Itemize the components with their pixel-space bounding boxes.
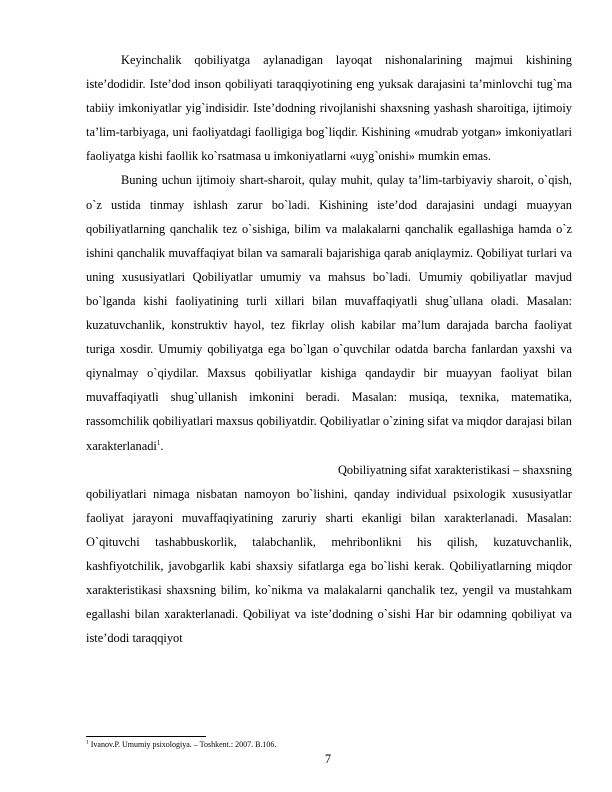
paragraph-quality-lead: Qobiliyatning sifat xarakteristikasi – shaxsning [337, 462, 572, 477]
paragraph-quality-characteristics [86, 458, 572, 651]
footnote-text: Ivanov.P. Umumiy psixologiya. – Toshkent.: 2007. B.106. [88, 740, 277, 749]
page-number: 7 [324, 752, 332, 766]
paragraph-talent-definition: Keyinchalik qobiliyatga aylanadigan layoqat nishonalarining majmui kishining iste’dodidir. Iste’dod inson qobiliyati taraqqiyotining eng yuksak darajasini ta’minlovchi tug`ma tabiiy imkoniyatlar yig`indisidir. Iste’dodning rivojlanishi shaxsning yashash sharoitiga, ijtimoiy ta’lim-tarbiyaga, uni faoliyatdagi faolligiga bog`liqdir. Kishining «mudrab yotgan» imkoniyatlari faoliyatga kishi faollik ko`rsatmasa u imkoniyatlarni «uyg`onishi» mumkin emas. [86, 53, 572, 164]
footnote-marker: 1 [86, 739, 89, 746]
footnote-reference: 1 [156, 438, 161, 447]
paragraph-ability-types-text: Buning uchun ijtimoiy shart-sharoit, qulay muhit, qulay ta’lim-tarbiyaviy sharoit, o`qish, o`z ustida tinmay ishlash zarur bo`ladi. Kishining iste’dod darajasini undagi muayyan qobiliyatlarning qanchalik tez o`sishiga, bilim va malakalarni qanchalik egallashiga hamda o`z ishini qanchalik muvaffaqiyat bilan va samarali bajarishiga qarab aniqlaymiz. Qobiliyat turlari va uning xususiyatlari Qobiliyatlar umumiy va mahsus bo`ladi. Umumiy qobiliyatlar mavjud bo`lganda kishi faoliyatining turli xillari bilan muvaffaqiyatli shug`ullana oladi. Masalan: kuzatuvchanlik, konstruktiv hayol, tez fikrlay olish kabilar ma’lum darajada barcha faoliyat turiga xosdir. Umumiy qobiliyatga ega bo`lgan o`quvchilar odatda barcha fanlardan yaxshi va qiynalmay o`qiydilar. Maxsus qobiliyatlar kishiga qandaydir bir muayyan faoliyat bilan muvaffaqiyatli shug`ullanish imkonini beradi. Masalan: musiqa, texnika, matematika, rassomchilik qobiliyatlari maxsus qobiliyatdir. Qobiliyatlar o`zining sifat va miqdor darajasi bilan xarakterlanadi [86, 173, 572, 453]
paragraph-quality-text: qobiliyatlari nimaga nisbatan namoyon bo`lishini, qanday individual psixologik xususiyatlar faoliyat jarayoni muvaffaqiyatining zaruriy sharti ekanligi bilan xarakterlanadi. Masalan: O`qituvchi tashabbuskorlik, talabchanlik, mehribonlikni his qilish, kuzatuvchanlik, kashfiyotchilik, javobgarlik kabi shaxsiy sifatlarga ega bo`lishi kerak. Qobiliyatlarning miqdor xarakteristikasi shaxsning bilim, ko`nikma va malakalarni qanchalik tez, yengil va mustahkam egallashi bilan xarakterlanadi. Qobiliyat va iste’dodning o`sishi Har bir odamning qobiliyat va iste’dodi taraqqiyot [86, 486, 572, 646]
footnote-separator [86, 736, 206, 737]
paragraph-ability-types: Buning uchun ijtimoiy shart-sharoit, qulay muhit, qulay ta’lim-tarbiyaviy sharoit, o`qish, o`z ustida tinmay ishlash zarur bo`ladi. Kishining iste’dod darajasini undagi muayyan qobiliyatlarning qanchalik tez o`sishiga, bilim va malakalarni qanchalik egallashiga hamda o`z ishini qanchalik muvaffaqiyat bilan va samarali bajarishiga qarab aniqlaymiz. Qobiliyat turlari va uning xususiyatlari Qobiliyatlar umumiy va mahsus bo`ladi. Umumiy qobiliyatlar mavjud bo`lganda kishi faoliyatining turli xillari bilan muvaffaqiyatli shug`ullana oladi. Masalan: kuzatuvchanlik, konstruktiv hayol, tez fikrlay olish kabilar ma’lum darajada barcha faoliyat turiga xosdir. Umumiy qobiliyatga ega bo`lgan o`quvchilar odatda barcha fanlardan yaxshi va qiynalmay o`qiydilar. Maxsus qobiliyatlar kishiga qandaydir bir muayyan faoliyat bilan muvaffaqiyatli shug`ullanish imkonini beradi. Masalan: musiqa, texnika, matematika, rassomchilik qobiliyatlari maxsus qobiliyatdir. Qobiliyatlar o`zining sifat va miqdor darajasi bilan xarakterlanadi$^1$. [86, 173, 572, 453]
document-body [86, 48, 572, 650]
footnote [86, 740, 276, 750]
